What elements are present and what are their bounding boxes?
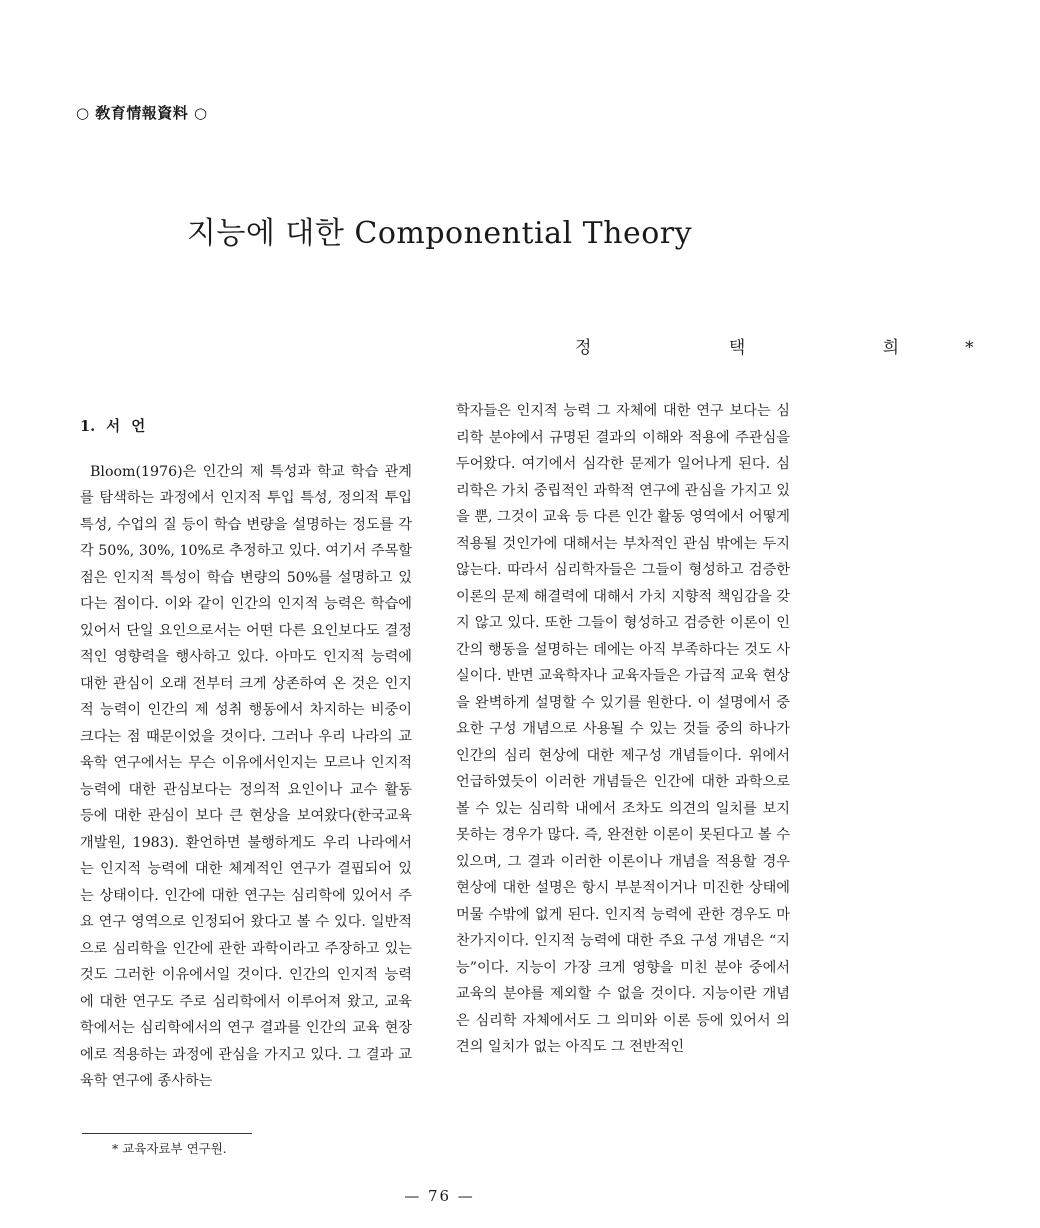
author-name: 정 택 희* <box>575 338 1040 358</box>
right-column <box>456 398 790 1061</box>
section-heading: 1. 서 언 <box>80 418 146 435</box>
footnote: * 교육자료부 연구원. <box>112 1141 227 1156</box>
body-paragraph-right: 학자들은 인지적 능력 그 자체에 대한 연구 보다는 심리학 분야에서 규명된 결과의 이해와 적용에 주관심을 두어왔다. 여기에서 심각한 문제가 일어나게 된다. 심리학은 가치 중립적인 과학적 연구에 관심을 가지고 있을 뿐, 그것이 교육 등 다른 인간 활동 영역에서 어떻게 적용될 것인가에 대해서는 부차적인 관심 밖에는 두지 않는다. 따라서 심리학자들은 그들이 형성하고 검증한 이론의 문제 해결력에 대해서 가치 지향적 책임감을 갖지 않고 있다. 또한 그들이 형성하고 검증한 이론이 인간의 행동을 설명하는 데에는 아직 부족하다는 것도 사실이다. 반면 교육학자나 교육자들은 가급적 교육 현상을 완벽하게 설명할 수 있기를 원한다. 이 설명에서 중요한 구성 개념으로 사용될 수 있는 것들 중의 하나가 인간의 심리 현상에 대한 제구성 개념들이다. 위에서 언급하였듯이 이러한 개념들은 인간에 대한 과학으로 볼 수 있는 심리학 내에서 조차도 의견의 일치를 보지 못하는 경우가 많다. 즉, 완전한 이론이 못된다고 볼 수 있으며, 그 결과 이러한 이론이나 개념을 적용할 경우 현상에 대한 설명은 항시 부분적이거나 미진한 상태에 머물 수밖에 없게 된다. 인지적 능력에 관한 경우도 마찬가지이다. 인지적 능력에 대한 주요 구성 개념은 “지능”이다. 지능이 가장 크게 영향을 미친 분야 중에서 교육의 분야를 제외할 수 없을 것이다. 지능이란 개념은 심리학 자체에서도 그 의미와 이론 등에 있어서 의견의 일치가 없는 아직도 그 전반적인 <box>456 403 790 1055</box>
footnote-divider <box>82 1133 252 1134</box>
article-title: 지능에 대한 Componential Theory <box>186 216 693 251</box>
section-header-label: ○ 敎育情報資料 ○ <box>76 104 208 122</box>
page-number: — 76 — <box>404 1187 475 1205</box>
body-paragraph-left: Bloom(1976)은 인간의 제 특성과 학교 학습 관계를 탐색하는 과정에서 인지적 투입 특성, 정의적 투입 특성, 수업의 질 등이 학습 변량을 설명하는 정도를 각각 50%, 30%, 10%로 추정하고 있다. 여기서 주목할 점은 인지적 특성이 학습 변량의 50%를 설명하고 있다는 점이다. 이와 같이 인간의 인지적 능력은 학습에 있어서 단일 요인으로서는 어떤 다른 요인보다도 결정적인 영향력을 행사하고 있다. 아마도 인지적 능력에 대한 관심이 오래 전부터 크게 상존하여 온 것은 인지적 능력이 인간의 제 성취 행동에서 차지하는 비중이 크다는 점 때문이었을 것이다. 그러나 우리 나라의 교육학 연구에서는 무슨 이유에서인지는 모르나 인지적 능력에 대한 관심보다는 정의적 요인이나 교수 활동 등에 대한 관심이 보다 큰 현상을 보여왔다(한국교육개발원, 1983). 환언하면 불행하게도 우리 나라에서는 인지적 능력에 대한 체계적인 연구가 결핍되어 있는 상태이다. 인간에 대한 연구는 심리학에 있어서 주요 연구 영역으로 인정되어 왔다고 볼 수 있다. 일반적으로 심리학을 인간에 관한 과학이라고 주장하고 있는 것도 그러한 이유에서일 것이다. 인간의 인지적 능력에 대한 연구도 주로 심리학에서 이루어져 왔고, 교육학에서는 심리학에서의 연구 결과를 인간의 교육 현장에로 적용하는 과정에 관심을 가지고 있다. 그 결과 교육학 연구에 종사하는 <box>80 463 412 1089</box>
left-column <box>80 414 412 1095</box>
